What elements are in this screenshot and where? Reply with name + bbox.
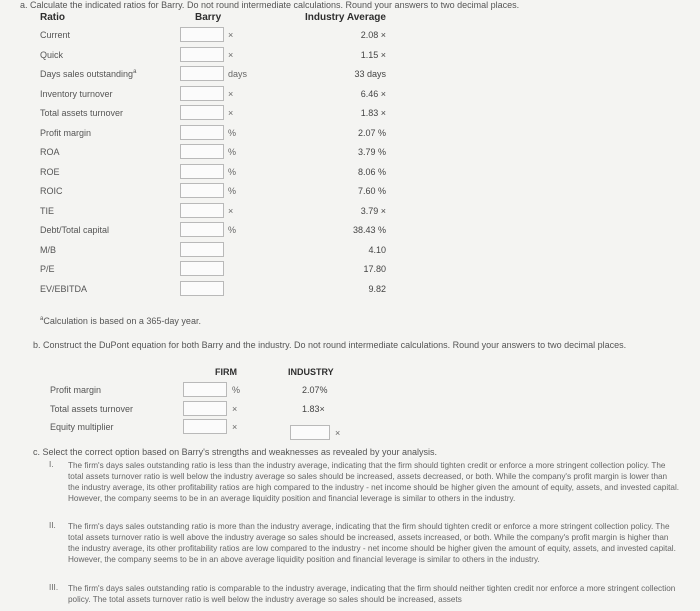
barry-input-inventory-turnover[interactable] [180, 86, 224, 101]
part-a-instruction: a. Calculate the indicated ratios for Barry. Do not round intermediate calculations. Round your answers to two decimal places. [20, 0, 520, 10]
barry-input-ev-ebitda[interactable] [180, 281, 224, 296]
ratio-label-inventory-turnover: Inventory turnover [40, 88, 113, 99]
ratio-label-m-b: M/B [40, 244, 57, 255]
option-text[interactable]: The firm's days sales outstanding ratio is less than the industry average, indicating that the firm should tighten credit or enforce a more stringent collection policy. The total assets turnover ratio is well below the industry average so sales should be increased, assets decreased, or both. While the company's profit margin is lower than the industry average, its other profitability ratios are high compared to the industry - net income should be higher given the amount of equity, assets, and invested capital. However, the company seems to be in an average liquidity position and financial leverage is similar to others in the industry. [68, 461, 680, 503]
barry-input-quick[interactable] [180, 47, 224, 62]
barry-input-profit-margin[interactable] [180, 125, 224, 140]
industry-value-roa: 3.79 % [357, 147, 386, 157]
barry-unit-roa: % [228, 147, 237, 157]
barry-unit-roe: % [228, 166, 237, 177]
barry-unit-total-assets-turnover: × [228, 108, 234, 118]
barry-unit-roic: % [228, 186, 237, 196]
ratio-label-roic: ROIC [40, 186, 63, 196]
barry-input-m-b[interactable] [180, 242, 224, 257]
barry-input-roe[interactable] [180, 164, 224, 179]
option-number[interactable]: I. [49, 460, 54, 469]
ratio-label-tie: TIE [40, 205, 55, 216]
option-number[interactable]: III. [49, 583, 59, 592]
barry-input-tie[interactable] [180, 203, 224, 218]
ratio-label-total-assets-turnover: Total assets turnover [40, 108, 124, 118]
ratio-label-debt-total-capital: Debt/Total capital [40, 225, 110, 235]
option-number[interactable]: II. [49, 521, 56, 530]
dupont-industry-column-header: INDUSTRY [288, 367, 334, 377]
industry-value-quick: 1.15 × [360, 49, 386, 60]
part-c-instruction: c. Select the correct option based on Barry's strengths and weaknesses as revealed by your analysis. [33, 447, 437, 457]
ratio-label-ev-ebitda: EV/EBITDA [40, 283, 88, 294]
barry-unit-inventory-turnover: × [228, 88, 234, 99]
industry-value-profit-margin: 2.07 % [357, 127, 386, 138]
barry-input-roic[interactable] [180, 183, 224, 198]
footnote: $^a$Calculation is based on a 365-day year. [40, 316, 201, 326]
firm-input-total-assets-turnover[interactable] [183, 401, 227, 416]
barry-unit-current: × [228, 30, 234, 40]
industry-value-roe: 8.06 % [357, 166, 386, 177]
industry-value-days-sales-outstanding: 33 days [354, 69, 386, 79]
barry-input-current[interactable] [180, 27, 224, 42]
industry-value-inventory-turnover: 6.46 × [360, 88, 386, 99]
industry-value-ev-ebitda: 9.82 [368, 283, 386, 294]
industry-value-debt-total-capital: 38.43 % [352, 225, 386, 235]
ratio-label-quick: Quick [40, 49, 64, 60]
dupont-label-total-assets-turnover: Total assets turnover [50, 403, 134, 414]
industry-input-equity-multiplier[interactable] [290, 425, 330, 440]
option-text[interactable]: The firm's days sales outstanding ratio is more than the industry average, indicating that the firm should tighten credit or enforce a more stringent collection policy. The total assets turnover ratio is well above the industry average so sales should be increased, assets increased, or both. While the company's profit margin is higher than the industry average, its other profitability ratios are low compared to the industry - net income should be higher given the amount of equity, assets, and invested capital. However, the company seems to be in an above average liquidity position and financial leverage is similar to others in the industry. [68, 522, 676, 564]
firm-unit-equity-multiplier: × [232, 422, 238, 432]
ratio-column-header: Ratio [40, 12, 65, 23]
barry-unit-profit-margin: % [228, 127, 237, 138]
firm-unit-profit-margin: % [232, 385, 241, 395]
barry-input-days-sales-outstanding[interactable] [180, 66, 224, 81]
part-b-instruction: b. Construct the DuPont equation for both Barry and the industry. Do not round intermediate calculations. Round your answers to two decimal places. [33, 340, 627, 350]
dupont-label-equity-multiplier: Equity multiplier [50, 422, 114, 432]
ratio-label-current: Current [40, 30, 71, 40]
option-text[interactable]: The firm's days sales outstanding ratio is comparable to the industry average, indicating that the firm should neither tighten credit nor enforce a more stringent collection policy. The total assets turnover ratio is well below the industry average so sales should be increased, assets [68, 584, 676, 604]
industry-value-total-assets-turnover: 1.83 × [360, 108, 386, 118]
firm-input-profit-margin[interactable] [183, 382, 227, 397]
ratio-label-profit-margin: Profit margin [40, 127, 92, 138]
ratio-label-roa: ROA [40, 147, 60, 157]
barry-input-total-assets-turnover[interactable] [180, 105, 224, 120]
industry-value-roic: 7.60 % [357, 186, 386, 196]
industry-value-current: 2.08 × [360, 30, 386, 40]
firm-unit-total-assets-turnover: × [232, 403, 238, 414]
industry-value-tie: 3.79 × [360, 205, 386, 216]
dupont-industry-value-total-assets-turnover: 1.83× [302, 403, 325, 414]
industry-column-header: Industry Average [305, 12, 386, 23]
dupont-label-profit-margin: Profit margin [50, 385, 102, 395]
barry-input-roa[interactable] [180, 144, 224, 159]
industry-value-m-b: 4.10 [368, 244, 386, 255]
barry-column-header: Barry [195, 12, 222, 23]
ratio-label-days-sales-outstanding: Days sales outstanding$^a$ [40, 69, 137, 79]
firm-input-equity-multiplier[interactable] [183, 419, 227, 434]
firm-column-header: FIRM [215, 367, 237, 377]
ratio-label-roe: ROE [40, 166, 60, 177]
barry-unit-debt-total-capital: % [228, 225, 237, 235]
barry-unit-tie: × [228, 205, 234, 216]
dupont-industry-value-profit-margin: 2.07% [302, 385, 328, 395]
barry-unit-quick: × [228, 49, 234, 60]
ratio-label-p-e: P/E [40, 264, 55, 274]
barry-unit-days-sales-outstanding: days [228, 69, 248, 79]
industry-value-p-e: 17.80 [363, 264, 386, 274]
industry-unit-equity-multiplier: × [335, 428, 341, 438]
barry-input-p-e[interactable] [180, 261, 224, 276]
barry-input-debt-total-capital[interactable] [180, 222, 224, 237]
